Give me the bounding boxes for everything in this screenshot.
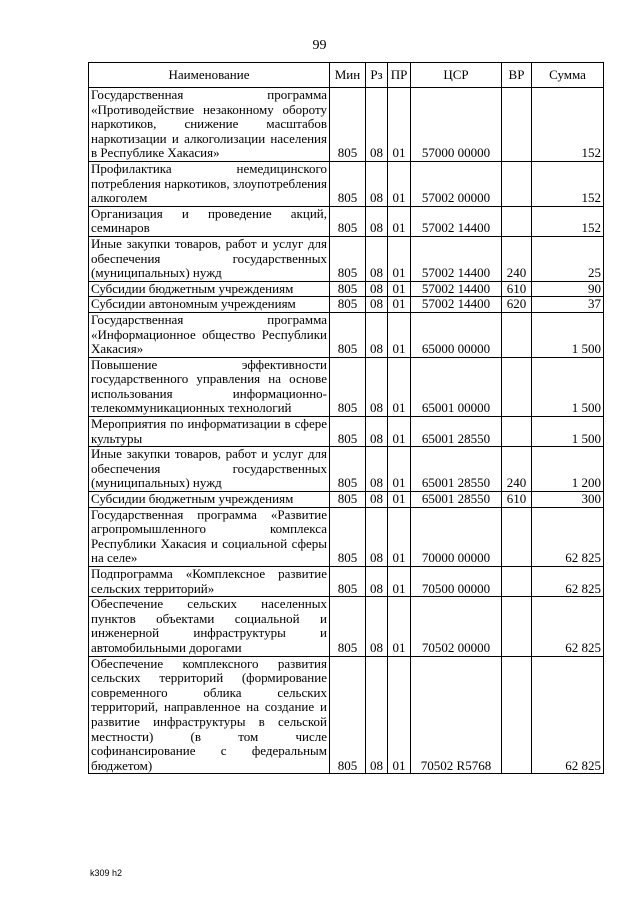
cell-name: Повышение эффективности государственного управления на основе использования информационно-телекоммуникационных технологий bbox=[89, 357, 330, 416]
cell-csr: 57002 14400 bbox=[411, 236, 502, 281]
table-row bbox=[89, 281, 604, 297]
cell-name: Обеспечение сельских населенных пунктов объектами социальной и инженерной инфраструктуры и автомобильными дорогами bbox=[89, 597, 330, 656]
cell-csr: 65001 28550 bbox=[411, 447, 502, 492]
cell-csr: 57002 14400 bbox=[411, 281, 502, 297]
table-row bbox=[89, 161, 604, 206]
table-row bbox=[89, 507, 604, 566]
cell-pr: 01 bbox=[388, 297, 411, 313]
table-row bbox=[89, 567, 604, 597]
cell-csr: 70500 00000 bbox=[411, 567, 502, 597]
cell-min: 805 bbox=[330, 312, 366, 357]
cell-pr: 01 bbox=[388, 567, 411, 597]
cell-sum: 62 825 bbox=[532, 597, 604, 656]
cell-name: Субсидии бюджетным учреждениям bbox=[89, 492, 330, 508]
table-row bbox=[89, 492, 604, 508]
cell-sum: 1 500 bbox=[532, 417, 604, 447]
cell-name: Организация и проведение акций, семинаров bbox=[89, 206, 330, 236]
cell-min: 805 bbox=[330, 492, 366, 508]
cell-vr bbox=[502, 656, 532, 774]
cell-vr bbox=[502, 88, 532, 162]
cell-name: Мероприятия по информатизации в сфере культуры bbox=[89, 417, 330, 447]
cell-vr: 610 bbox=[502, 281, 532, 297]
cell-rz: 08 bbox=[366, 492, 388, 508]
cell-min: 805 bbox=[330, 507, 366, 566]
cell-pr: 01 bbox=[388, 357, 411, 416]
budget-table bbox=[88, 62, 604, 774]
cell-rz: 08 bbox=[366, 297, 388, 313]
cell-name: Государственная программа «Информационное общество Республики Хакасия» bbox=[89, 312, 330, 357]
cell-csr: 70502 00000 bbox=[411, 597, 502, 656]
cell-csr: 65001 28550 bbox=[411, 417, 502, 447]
cell-pr: 01 bbox=[388, 88, 411, 162]
header-sum: Сумма bbox=[532, 63, 604, 88]
cell-sum: 25 bbox=[532, 236, 604, 281]
cell-pr: 01 bbox=[388, 161, 411, 206]
cell-sum: 62 825 bbox=[532, 507, 604, 566]
cell-csr: 70000 00000 bbox=[411, 507, 502, 566]
cell-name: Государственная программа «Противодействие незаконному обороту наркотиков, снижение масштабов наркотизации и алкоголизации населения в Республике Хакасия» bbox=[89, 88, 330, 162]
header-vr: ВР bbox=[502, 63, 532, 88]
cell-name: Обеспечение комплексного развития сельских территорий (формирование современного облика сельских территорий, направленное на создание и развитие инфраструктуры в сельской местности) (в том числе софинансирование с федеральным бюджетом) bbox=[89, 656, 330, 774]
cell-min: 805 bbox=[330, 417, 366, 447]
cell-min: 805 bbox=[330, 357, 366, 416]
cell-rz: 08 bbox=[366, 507, 388, 566]
cell-name: Субсидии бюджетным учреждениям bbox=[89, 281, 330, 297]
cell-vr bbox=[502, 312, 532, 357]
cell-sum: 152 bbox=[532, 206, 604, 236]
cell-rz: 08 bbox=[366, 312, 388, 357]
cell-pr: 01 bbox=[388, 236, 411, 281]
cell-csr: 57002 00000 bbox=[411, 161, 502, 206]
cell-vr bbox=[502, 417, 532, 447]
cell-min: 805 bbox=[330, 656, 366, 774]
cell-rz: 08 bbox=[366, 656, 388, 774]
table-row bbox=[89, 417, 604, 447]
cell-pr: 01 bbox=[388, 447, 411, 492]
cell-name: Субсидии автономным учреждениям bbox=[89, 297, 330, 313]
cell-rz: 08 bbox=[366, 447, 388, 492]
table-row bbox=[89, 447, 604, 492]
cell-pr: 01 bbox=[388, 281, 411, 297]
cell-rz: 08 bbox=[366, 88, 388, 162]
cell-vr: 620 bbox=[502, 297, 532, 313]
header-min: Мин bbox=[330, 63, 366, 88]
cell-vr bbox=[502, 357, 532, 416]
cell-min: 805 bbox=[330, 88, 366, 162]
header-name: Наименование bbox=[89, 63, 330, 88]
cell-sum: 152 bbox=[532, 161, 604, 206]
table-row bbox=[89, 312, 604, 357]
cell-csr: 65000 00000 bbox=[411, 312, 502, 357]
cell-sum: 1 200 bbox=[532, 447, 604, 492]
cell-name: Иные закупки товаров, работ и услуг для обеспечения государственных (муниципальных) нужд bbox=[89, 447, 330, 492]
cell-pr: 01 bbox=[388, 597, 411, 656]
cell-rz: 08 bbox=[366, 357, 388, 416]
cell-rz: 08 bbox=[366, 236, 388, 281]
cell-vr bbox=[502, 567, 532, 597]
cell-name: Иные закупки товаров, работ и услуг для обеспечения государственных (муниципальных) нужд bbox=[89, 236, 330, 281]
cell-rz: 08 bbox=[366, 206, 388, 236]
page-number: 99 bbox=[312, 38, 327, 53]
table-row bbox=[89, 297, 604, 313]
cell-name: Государственная программа «Развитие агропромышленного комплекса Республики Хакасия и социальной сферы на селе» bbox=[89, 507, 330, 566]
cell-min: 805 bbox=[330, 567, 366, 597]
cell-rz: 08 bbox=[366, 597, 388, 656]
header-pr: ПР bbox=[388, 63, 411, 88]
header-row bbox=[89, 63, 604, 88]
cell-rz: 08 bbox=[366, 567, 388, 597]
cell-name: Профилактика немедицинского потребления наркотиков, злоупотребления алкоголем bbox=[89, 161, 330, 206]
header-csr: ЦСР bbox=[411, 63, 502, 88]
cell-pr: 01 bbox=[388, 656, 411, 774]
cell-min: 805 bbox=[330, 447, 366, 492]
cell-name: Подпрограмма «Комплексное развитие сельских территорий» bbox=[89, 567, 330, 597]
cell-sum: 37 bbox=[532, 297, 604, 313]
footer-code: k309 h2 bbox=[90, 868, 123, 878]
cell-pr: 01 bbox=[388, 492, 411, 508]
cell-rz: 08 bbox=[366, 161, 388, 206]
cell-sum: 1 500 bbox=[532, 312, 604, 357]
cell-vr: 610 bbox=[502, 492, 532, 508]
cell-vr: 240 bbox=[502, 447, 532, 492]
cell-min: 805 bbox=[330, 297, 366, 313]
table-row bbox=[89, 88, 604, 162]
cell-pr: 01 bbox=[388, 507, 411, 566]
cell-csr: 65001 00000 bbox=[411, 357, 502, 416]
cell-sum: 62 825 bbox=[532, 567, 604, 597]
cell-csr: 65001 28550 bbox=[411, 492, 502, 508]
cell-vr bbox=[502, 507, 532, 566]
cell-vr bbox=[502, 206, 532, 236]
cell-min: 805 bbox=[330, 597, 366, 656]
cell-min: 805 bbox=[330, 206, 366, 236]
cell-rz: 08 bbox=[366, 281, 388, 297]
cell-min: 805 bbox=[330, 161, 366, 206]
cell-sum: 1 500 bbox=[532, 357, 604, 416]
cell-csr: 57002 14400 bbox=[411, 297, 502, 313]
cell-sum: 152 bbox=[532, 88, 604, 162]
table-row bbox=[89, 236, 604, 281]
cell-rz: 08 bbox=[366, 417, 388, 447]
cell-csr: 57002 14400 bbox=[411, 206, 502, 236]
cell-csr: 57000 00000 bbox=[411, 88, 502, 162]
table-row bbox=[89, 357, 604, 416]
cell-pr: 01 bbox=[388, 417, 411, 447]
cell-min: 805 bbox=[330, 281, 366, 297]
cell-vr: 240 bbox=[502, 236, 532, 281]
table-row bbox=[89, 597, 604, 656]
cell-vr bbox=[502, 597, 532, 656]
cell-sum: 90 bbox=[532, 281, 604, 297]
cell-pr: 01 bbox=[388, 206, 411, 236]
cell-min: 805 bbox=[330, 236, 366, 281]
cell-vr bbox=[502, 161, 532, 206]
cell-sum: 300 bbox=[532, 492, 604, 508]
header-rz: Рз bbox=[366, 63, 388, 88]
cell-pr: 01 bbox=[388, 312, 411, 357]
cell-csr: 70502 R5768 bbox=[411, 656, 502, 774]
table-row bbox=[89, 656, 604, 774]
table-row bbox=[89, 206, 604, 236]
cell-sum: 62 825 bbox=[532, 656, 604, 774]
